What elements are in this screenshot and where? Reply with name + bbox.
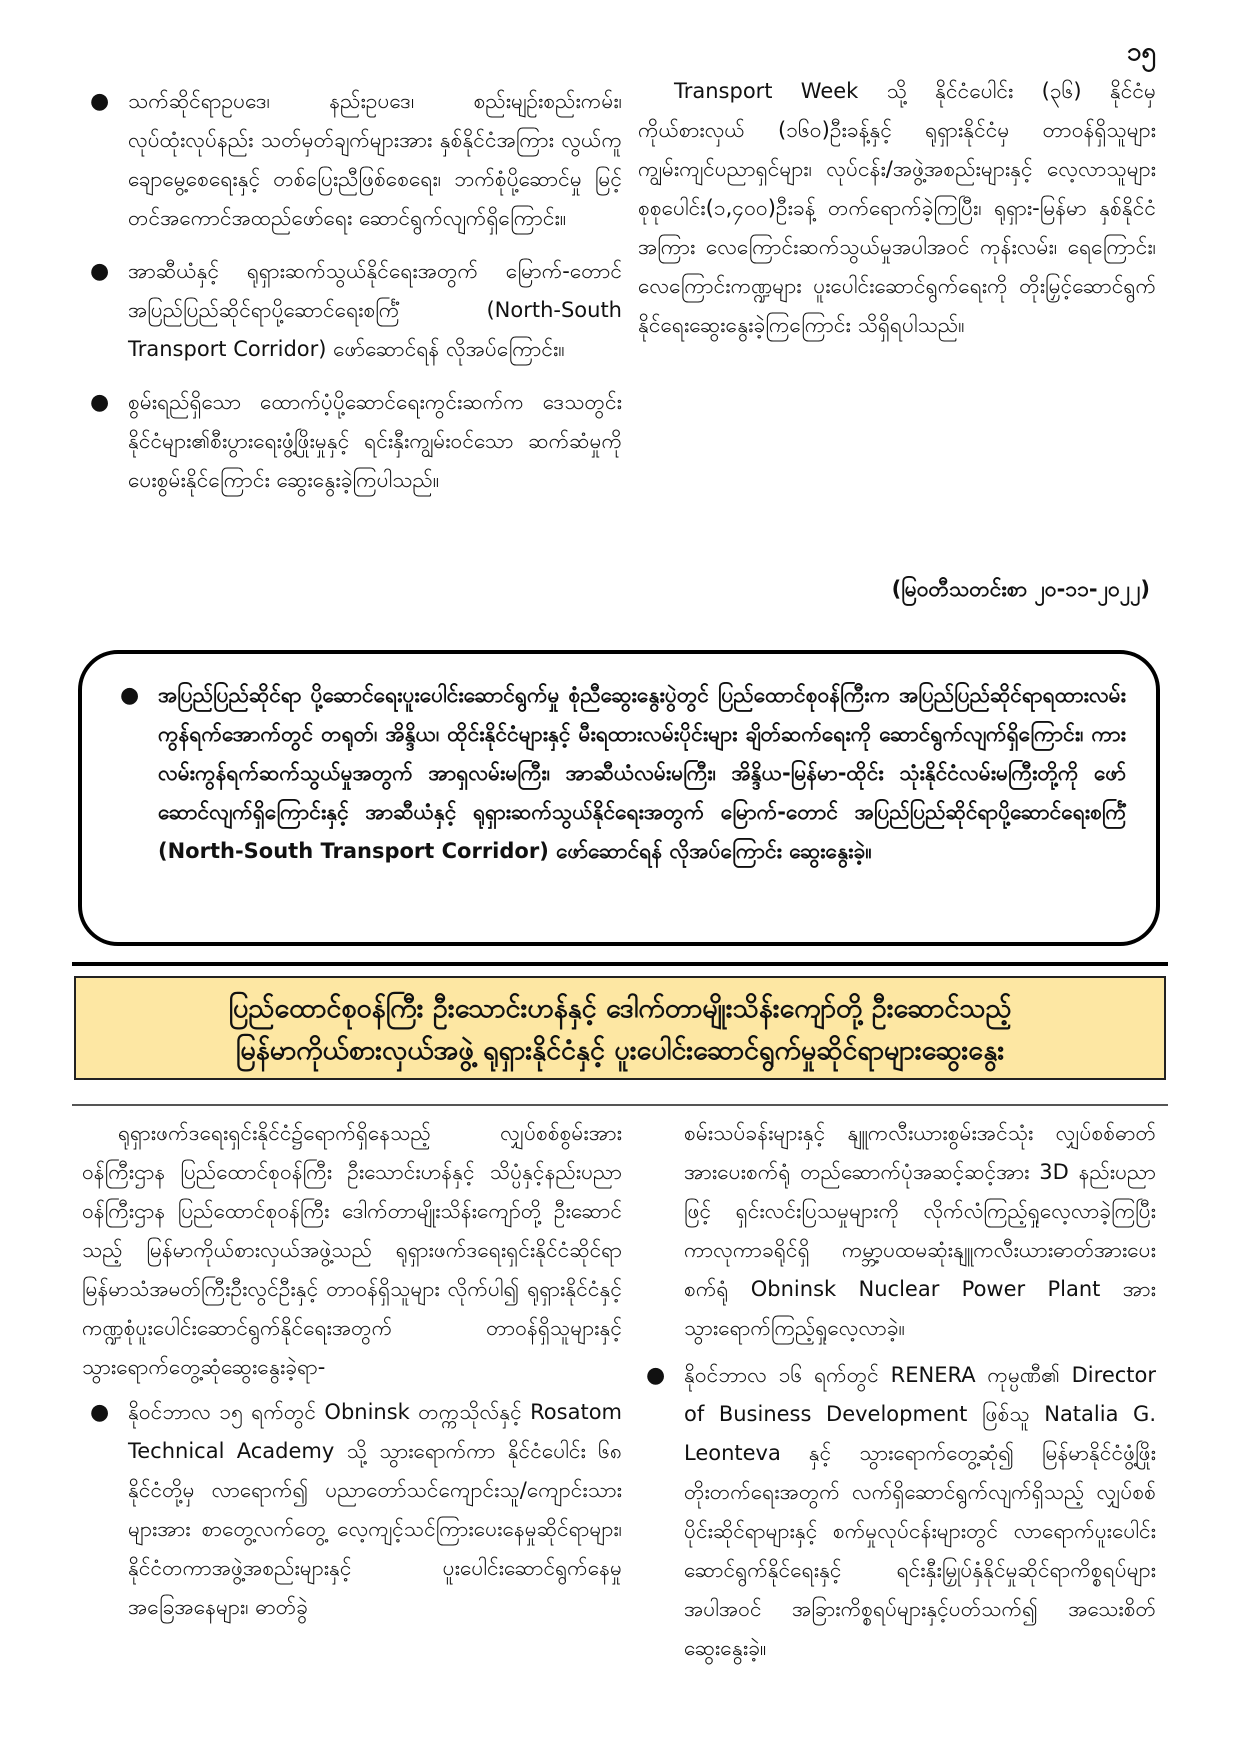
- bottom-left-bullet-list: [82, 1393, 622, 1627]
- page-number: ၁၅: [1126, 37, 1156, 67]
- top-left-column: [82, 82, 622, 514]
- bullet-icon: ●: [120, 683, 140, 708]
- source-citation: (မြဝတီသတင်းစာ ၂၀-၁၁-၂၀၂၂): [891, 577, 1150, 601]
- bullet-icon: ●: [646, 1363, 666, 1388]
- list-item: [82, 383, 622, 500]
- bullet-text: နိုဝင်ဘာလ ၁၅ ရက်တွင် Obninsk တက္ကသိုလ်နှင့် Rosatom Technical Academy သို့ သွားရောက်ကာ နိုင်ငံပေါင်း ၆၈ နိုင်ငံတို့မှ လာရောက်၍ ပညာတော်သင်ကျောင်းသူ/ကျောင်းသားများအား စာတွေ့လက်တွေ့ လေ့ကျင့်သင်ကြားပေးနေမှုဆိုင်ရာများ၊ နိုင်ငံတကာအဖွဲ့အစည်းများနှင့် ပူးပေါင်းဆောင်ရွက်နေမှုအခြေအနေများ၊ ဓာတ်ခွဲ: [128, 1400, 622, 1619]
- bullet-text: နိုဝင်ဘာလ ၁၆ ရက်တွင် RENERA ကုမ္ပဏီ၏ Director of Business Development ဖြစ်သူ Natalia G. Leonteva နှင့် သွားရောက်တွေ့ဆုံ၍ မြန်မာနိုင်ငံဖွံ့ဖြိုးတိုးတက်ရေးအတွက် လက်ရှိဆောင်ရွက်လျက်ရှိသည့် လျှပ်စစ်ပိုင်းဆိုင်ရာများနှင့် စက်မှုလုပ်ငန်းများတွင် လာရောက်ပူးပေါင်းဆောင်ရွက်နိုင်ရေးနှင့် ရင်းနှီးမြှုပ်နှံနိုင်မှုဆိုင်ရာကိစ္စရပ်များအပါအဝင် အခြားကိစ္စရပ်များနှင့်ပတ်သက်၍ အသေးစိတ်ဆွေးနွေးခဲ့။: [684, 1363, 1156, 1660]
- list-item: [112, 676, 1126, 871]
- bullet-text: အာဆီယံနှင့် ရုရှားဆက်သွယ်နိုင်ရေးအတွက် မြောက်-တောင် အပြည်ပြည်ဆိုင်ရာပို့ဆောင်ရေးစင်္ကြံ (North-South Transport Corridor) ဖော်ဆောင်ရန် လိုအပ်ကြောင်း။: [128, 259, 622, 361]
- bullet-icon: ●: [90, 259, 110, 284]
- list-item: [82, 82, 622, 238]
- section-divider: [72, 962, 1168, 966]
- bottom-right-column: [638, 1114, 1156, 1682]
- bullet-icon: ●: [90, 89, 110, 114]
- headline-line-2: မြန်မာကိုယ်စားလှယ်အဖွဲ့ ရုရှားနိုင်ငံနှင့် ပူးပေါင်းဆောင်ရွက်မှုဆိုင်ရာများဆွေးနွေး: [235, 1035, 1005, 1066]
- headline-banner: [74, 976, 1166, 1080]
- continuation-paragraph: စမ်းသပ်ခန်းများနှင့် နျူကလီးယားစွမ်းအင်သုံး လျှပ်စစ်ဓာတ်အားပေးစက်ရုံ တည်ဆောက်ပုံအဆင့်ဆင့်အား 3D နည်းပညာဖြင့် ရှင်းလင်းပြသမှုများကို လိုက်လံကြည့်ရှုလေ့လာခဲ့ကြပြီး ကာလုကာခရိုင်ရှိ ကမ္ဘာ့ပထမဆုံးနျူကလီးယားဓာတ်အားပေးစက်ရုံ Obninsk Nuclear Power Plant အား သွားရောက်ကြည့်ရှုလေ့လာခဲ့။: [684, 1121, 1156, 1340]
- bottom-right-bullet-list: [638, 1356, 1156, 1668]
- headline-line-1: ပြည်ထောင်စုဝန်ကြီး ဦးသောင်းဟန်နှင့် ဒေါက်တာမျိုးသိန်းကျော်တို့ ဦးဆောင်သည့်: [228, 993, 1012, 1024]
- top-right-column: [638, 72, 1156, 345]
- section-divider-thin: [72, 1104, 1168, 1106]
- list-item: [638, 1356, 1156, 1668]
- list-item: [82, 252, 622, 369]
- bullet-icon: ●: [90, 1400, 110, 1425]
- top-left-bullet-list: [82, 82, 622, 500]
- bullet-text: သက်ဆိုင်ရာဥပဒေ၊ နည်းဥပဒေ၊ စည်းမျဉ်းစည်းကမ်း၊ လုပ်ထုံးလုပ်နည်း သတ်မှတ်ချက်များအား နှစ်နိုင်ငံအကြား လွယ်ကူချောမွေ့စေရေးနှင့် တစ်ပြေးညီဖြစ်စေရေး၊ ဘက်စုံပို့ဆောင်မှု မြင့်တင်အကောင်အထည်ဖော်ရေး ဆောင်ရွက်လျက်ရှိကြောင်း။: [128, 89, 622, 230]
- bullet-icon: ●: [90, 390, 110, 415]
- highlight-box: [78, 650, 1160, 946]
- intro-paragraph: ရုရှားဖက်ဒရေးရှင်းနိုင်ငံ၌ရောက်ရှိနေသည့် လျှပ်စစ်စွမ်းအားဝန်ကြီးဌာန ပြည်ထောင်စုဝန်ကြီး ဦးသောင်းဟန်နှင့် သိပ္ပံနှင့်နည်းပညာဝန်ကြီးဌာန ပြည်ထောင်စုဝန်ကြီး ဒေါက်တာမျိုးသိန်းကျော်တို့ ဦးဆောင်သည့် မြန်မာကိုယ်စားလှယ်အဖွဲ့သည် ရုရှားဖက်ဒရေးရှင်းနိုင်ငံဆိုင်ရာ မြန်မာသံအမတ်ကြီးဦးလွင်ဦးနှင့် တာဝန်ရှိသူများ လိုက်ပါ၍ ရုရှားနိုင်ငံနှင့် ကဏ္ဍစုံပူးပေါင်းဆောင်ရွက်နိုင်ရေးအတွက် တာဝန်ရှိသူများနှင့် သွားရောက်တွေ့ဆုံဆွေးနွေးခဲ့ရာ-: [82, 1121, 622, 1379]
- bullet-text: စွမ်းရည်ရှိသော ထောက်ပံ့ပို့ဆောင်ရေးကွင်းဆက်က ဒေသတွင်းနိုင်ငံများ၏စီးပွားရေးဖွံ့ဖြိုးမှုနှင့် ရင်းနှီးကျွမ်းဝင်သော ဆက်ဆံမှုကို ပေးစွမ်းနိုင်ကြောင်း ဆွေးနွေးခဲ့ကြပါသည်။: [128, 390, 622, 492]
- highlight-bullet-list: [112, 676, 1126, 871]
- bottom-left-column: [82, 1114, 622, 1641]
- highlight-text: အပြည်ပြည်ဆိုင်ရာ ပို့ဆောင်ရေးပူးပေါင်းဆောင်ရွက်မှု စုံညီဆွေးနွေးပွဲတွင် ပြည်ထောင်စုဝန်ကြီးက အပြည်ပြည်ဆိုင်ရာရထားလမ်း ကွန်ရက်အောက်တွင် တရုတ်၊ အိန္ဒိယ၊ ထိုင်းနိုင်ငံများနှင့် မီးရထားလမ်းပိုင်းများ ချိတ်ဆက်ရေးကို ဆောင်ရွက်လျက်ရှိကြောင်း၊ ကားလမ်းကွန်ရက်ဆက်သွယ်မှုအတွက် အာရှလမ်းမကြီး၊ အာဆီယံလမ်းမကြီး၊ အိန္ဒိယ-မြန်မာ-ထိုင်း သုံးနိုင်ငံလမ်းမကြီးတို့ကို ဖော်ဆောင်လျက်ရှိကြောင်းနှင့် အာဆီယံနှင့် ရုရှားဆက်သွယ်နိုင်ရေးအတွက် မြောက်-တောင် အပြည်ပြည်ဆိုင်ရာပို့ဆောင်ရေးစင်္ကြံ (North-South Transport Corridor) ဖော်ဆောင်ရန် လိုအပ်ကြောင်း ဆွေးနွေးခဲ့။: [158, 683, 1126, 863]
- article-paragraph: Transport Week သို့ နိုင်ငံပေါင်း (၃၆) နိုင်ငံမှ ကိုယ်စားလှယ် (၁၆၀)ဦးခန့်နှင့် ရုရှားနိုင်ငံမှ တာဝန်ရှိသူများ ကျွမ်းကျင်ပညာရှင်များ၊ လုပ်ငန်း/အဖွဲ့အစည်းများနှင့် လေ့လာသူများ စုစုပေါင်း(၁,၄၀၀)ဦးခန့် တက်ရောက်ခဲ့ကြပြီး၊ ရုရှား-မြန်မာ နှစ်နိုင်ငံအကြား လေကြောင်းဆက်သွယ်မှုအပါအဝင် ကုန်းလမ်း၊ ရေကြောင်း၊ လေကြောင်းကဏ္ဍများ ပူးပေါင်းဆောင်ရွက်ရေးကို တိုးမြှင့်ဆောင်ရွက်နိုင်ရေးဆွေးနွေးခဲ့ကြကြောင်း သိရှိရပါသည်။: [638, 79, 1156, 337]
- list-item: [82, 1393, 622, 1627]
